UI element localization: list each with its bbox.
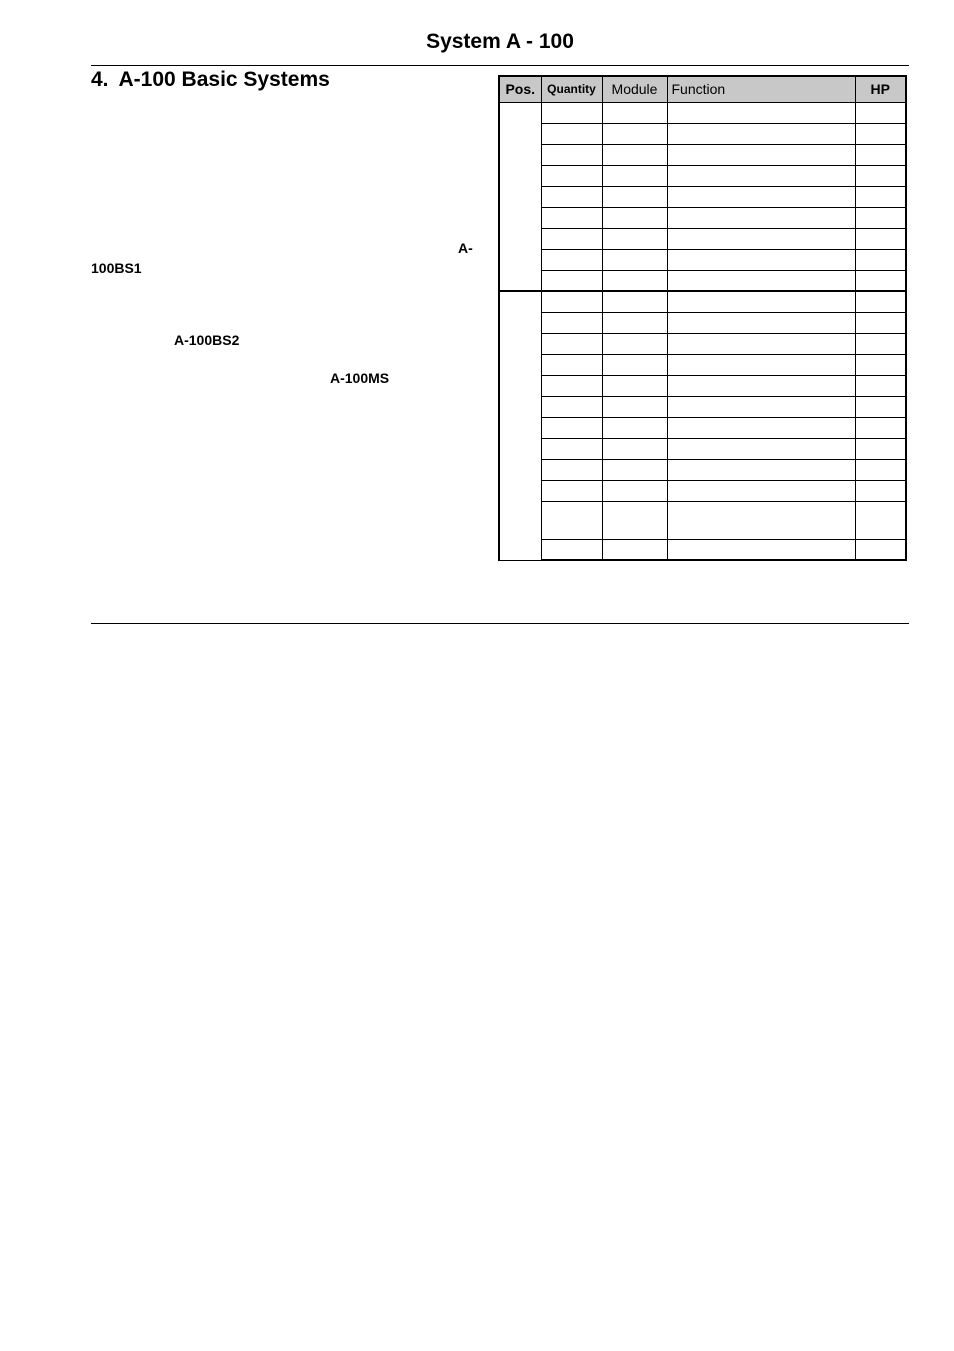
section-title: A-100 Basic Systems (118, 68, 330, 91)
table-row (499, 207, 906, 228)
section-number: 4. (91, 68, 109, 91)
col-hp-header: HP (855, 76, 906, 102)
model-bs1-text: 100BS1 (91, 260, 142, 276)
table-row (499, 539, 906, 560)
table-row (499, 459, 906, 480)
model-ms-text: A-100MS (330, 370, 390, 386)
pos-cell-group-1 (499, 102, 541, 291)
table-row (499, 186, 906, 207)
table-row (499, 354, 906, 375)
table-row (499, 333, 906, 354)
table-row (499, 438, 906, 459)
table-row (499, 228, 906, 249)
model-prefix-text: A- (458, 240, 473, 256)
table-row (499, 102, 906, 123)
table-header-row (499, 76, 906, 102)
model-bs2-text: A-100BS2 (174, 332, 240, 348)
col-pos-header: Pos. (499, 76, 541, 102)
section-end-rule (91, 623, 909, 624)
table-row (499, 312, 906, 333)
page-title: System A - 100 (426, 30, 574, 53)
table-row (499, 480, 906, 501)
table-row (499, 375, 906, 396)
table-row (499, 396, 906, 417)
col-quantity-header: Quantity (541, 76, 602, 102)
section-heading (91, 68, 330, 92)
table-row (499, 123, 906, 144)
table-row (499, 501, 906, 539)
col-function-header: Function (667, 76, 855, 102)
table-row (499, 417, 906, 438)
col-module-header: Module (602, 76, 667, 102)
pos-cell-group-2 (499, 291, 541, 560)
table-row (499, 291, 906, 312)
modules-table (498, 75, 907, 561)
table-row (499, 249, 906, 270)
table-row (499, 270, 906, 291)
header-rule (91, 65, 909, 66)
table-row (499, 144, 906, 165)
table-row (499, 165, 906, 186)
